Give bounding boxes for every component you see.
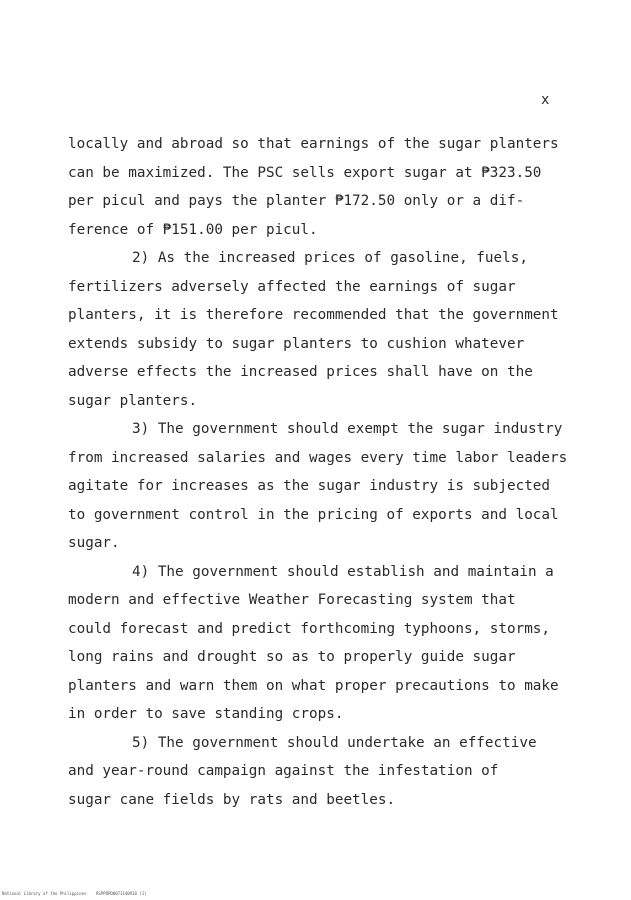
footer-stamp: [2, 891, 147, 897]
text-line: and year-round campaign against the infestation of: [68, 763, 499, 779]
text-line: to government control in the pricing of exports and local: [68, 506, 559, 523]
text-line: ference of ₱151.00 per picul.: [68, 221, 318, 238]
document-body: [68, 130, 608, 814]
text-line: extends subsidy to sugar planters to cushion whatever: [68, 335, 525, 352]
text-line: can be maximized. The PSC sells export sugar at ₱323.50: [68, 164, 542, 181]
text-line: planters, it is therefore recommended that the government: [68, 307, 559, 323]
text-line: sugar.: [68, 535, 120, 551]
page-number: x: [541, 92, 550, 108]
footer-library: National Library of the Philippines: [2, 891, 87, 896]
text-line: planters and warn them on what proper precautions to make: [68, 677, 559, 694]
footer-code: RSPPRPD0071140910 (1): [95, 891, 147, 896]
text-line: long rains and drought so as to properly guide sugar: [68, 649, 516, 665]
text-line: agitate for increases as the sugar industry is subjected: [68, 478, 551, 494]
text-line: could forecast and predict forthcoming typhoons, storms,: [68, 620, 551, 637]
text-line: modern and effective Weather Forecasting system that: [68, 592, 516, 608]
text-line: fertilizers adversely affected the earnings of sugar: [68, 278, 516, 295]
paragraph-3-start: 3) The government should exempt the sugar industry: [132, 421, 563, 437]
text-line: from increased salaries and wages every time labor leaders: [68, 449, 568, 466]
text-line: locally and abroad so that earnings of the sugar planters: [68, 136, 559, 152]
text-line: sugar planters.: [68, 392, 198, 409]
paragraph-2-start: 2) As the increased prices of gasoline, fuels,: [132, 250, 528, 266]
text-line: in order to save standing crops.: [68, 706, 344, 722]
text-line: sugar cane fields by rats and beetles.: [68, 791, 396, 808]
paragraph-4-start: 4) The government should establish and maintain a: [132, 563, 554, 580]
paragraph-5-start: 5) The government should undertake an effective: [132, 734, 537, 751]
text-line: adverse effects the increased prices shall have on the: [68, 364, 533, 380]
text-line: per picul and pays the planter ₱172.50 only or a dif-: [68, 193, 525, 209]
